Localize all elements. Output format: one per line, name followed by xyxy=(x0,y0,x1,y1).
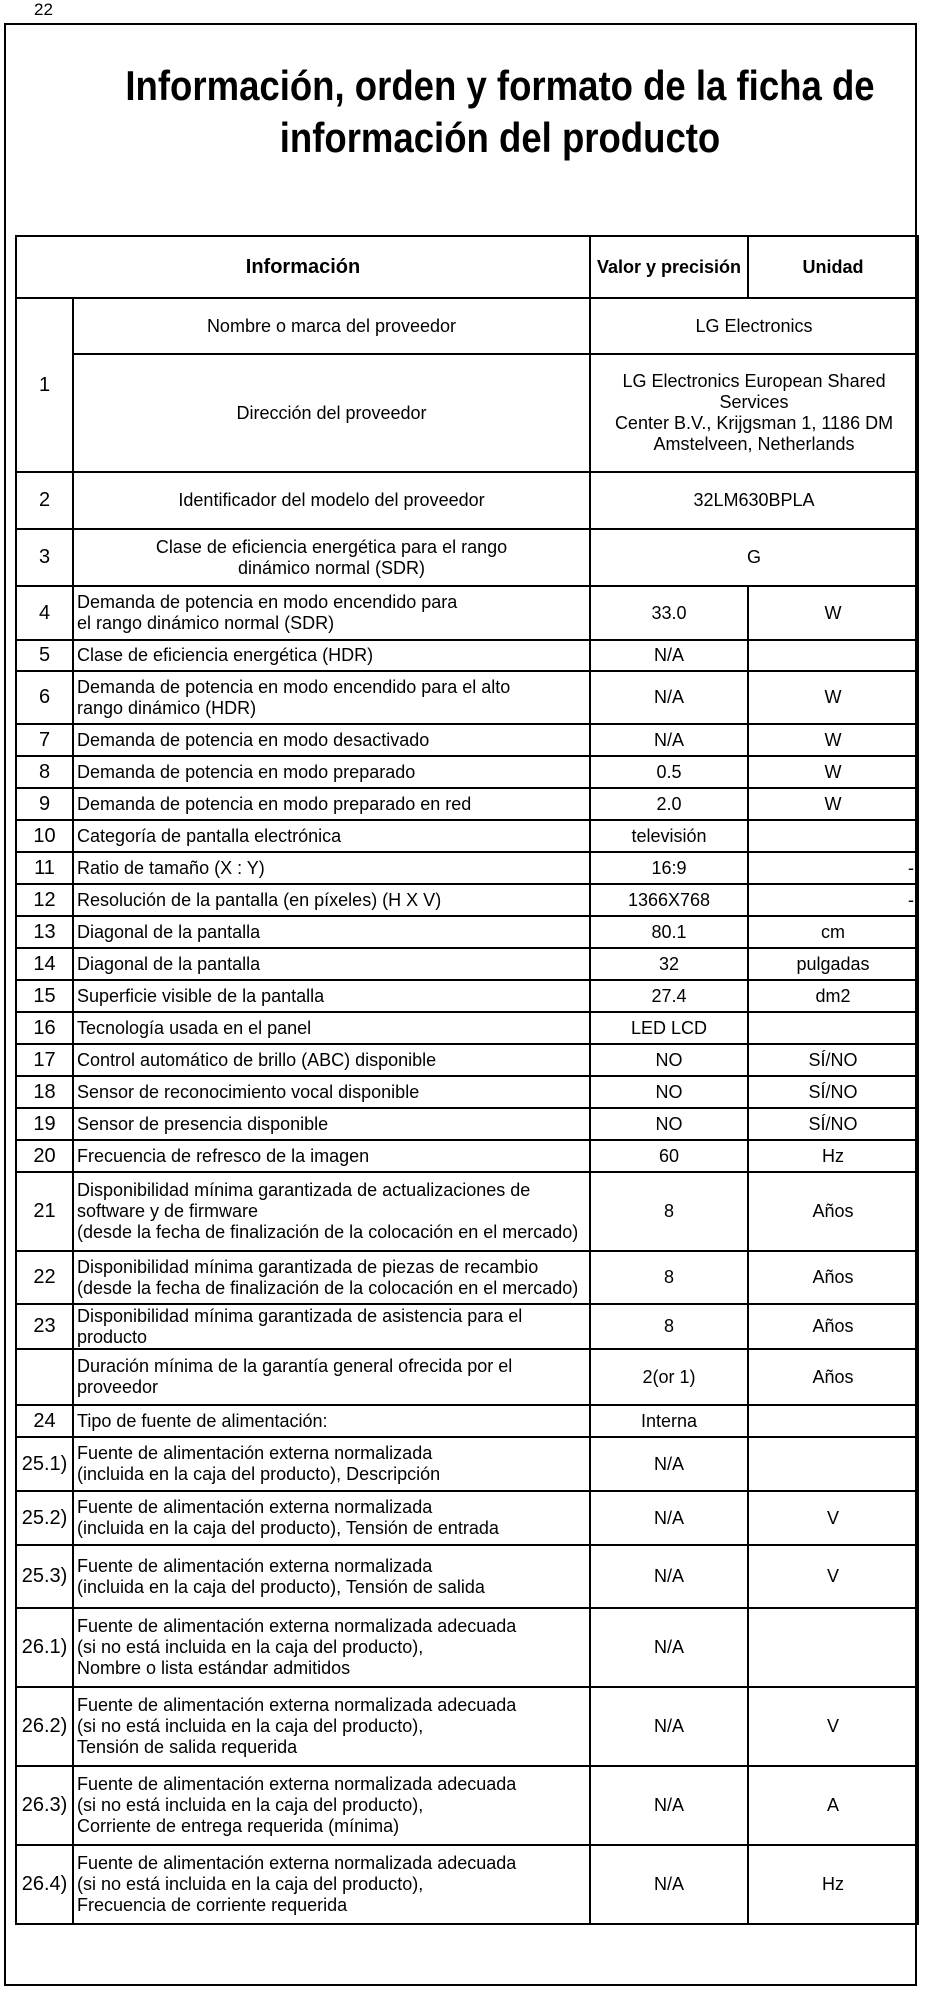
label-line: Fuente de alimentación externa normalizada adecuada xyxy=(77,1774,517,1794)
row-number: 20 xyxy=(16,1140,73,1172)
label-line: (incluida en la caja del producto), Descripción xyxy=(77,1464,441,1484)
row-label: Demanda de potencia en modo desactivado xyxy=(73,724,590,756)
table-row xyxy=(16,820,918,852)
label-line: Fuente de alimentación externa normalizada xyxy=(77,1555,433,1576)
row-label: Control automático de brillo (ABC) disponible xyxy=(73,1044,590,1076)
row-value: N/A xyxy=(590,1687,748,1766)
row-unit: SÍ/NO xyxy=(748,1108,918,1140)
row-unit: W xyxy=(748,671,918,724)
row-label xyxy=(73,1608,590,1687)
table-row xyxy=(16,1687,918,1766)
row-value xyxy=(590,354,918,472)
table-row xyxy=(16,1044,918,1076)
label-line: (si no está incluida en la caja del producto), xyxy=(77,1637,424,1657)
label-line: (incluida en la caja del producto), Tensión de entrada xyxy=(77,1518,499,1538)
row-unit: dm2 xyxy=(748,980,918,1012)
row-value: N/A xyxy=(590,640,748,671)
row-number: 2 xyxy=(16,472,73,529)
row-value: N/A xyxy=(590,724,748,756)
row-value: NO xyxy=(590,1076,748,1108)
label-line: (desde la fecha de finalización de la colocación en el mercado) xyxy=(77,1222,579,1242)
row-value: televisión xyxy=(590,820,748,852)
row-value: 16:9 xyxy=(590,852,748,884)
row-label: Sensor de reconocimiento vocal disponible xyxy=(73,1076,590,1108)
row-number: 7 xyxy=(16,724,73,756)
row-value: 1366X768 xyxy=(590,884,748,916)
row-label: Nombre o marca del proveedor xyxy=(73,298,590,354)
row-value: NO xyxy=(590,1044,748,1076)
row-number: 23 xyxy=(16,1304,73,1349)
row-value: 33.0 xyxy=(590,586,748,640)
row-number: 8 xyxy=(16,756,73,788)
row-number: 15 xyxy=(16,980,73,1012)
row-label: Sensor de presencia disponible xyxy=(73,1108,590,1140)
row-unit: A xyxy=(748,1766,918,1845)
table-row xyxy=(16,788,918,820)
table-row xyxy=(16,724,918,756)
product-info-table xyxy=(15,235,919,1925)
row-number: 13 xyxy=(16,916,73,948)
row-unit: W xyxy=(748,724,918,756)
label-line: Demanda de potencia en modo encendido para el alto xyxy=(77,676,511,697)
row-unit: Hz xyxy=(748,1845,918,1924)
row-value: NO xyxy=(590,1108,748,1140)
row-unit: V xyxy=(748,1491,918,1545)
row-unit xyxy=(748,820,918,852)
value-line: Amstelveen, Netherlands xyxy=(653,434,855,454)
label-line: software y de firmware xyxy=(77,1201,259,1221)
row-number: 26.2) xyxy=(16,1687,73,1766)
row-label xyxy=(73,1766,590,1845)
table-row xyxy=(16,1545,918,1608)
row-value: LED LCD xyxy=(590,1012,748,1044)
table-row xyxy=(16,1349,918,1405)
label-line: Fuente de alimentación externa normalizada xyxy=(77,1497,433,1517)
label-line: Fuente de alimentación externa normalizada adecuada xyxy=(77,1853,517,1873)
row-label xyxy=(73,1491,590,1545)
row-number: 17 xyxy=(16,1044,73,1076)
table-row xyxy=(16,586,918,640)
row-value: 60 xyxy=(590,1140,748,1172)
label-line: dinámico normal (SDR) xyxy=(237,557,426,578)
row-label: Identificador del modelo del proveedor xyxy=(73,472,590,529)
row-value: 80.1 xyxy=(590,916,748,948)
row-number: 22 xyxy=(16,1251,73,1304)
row-unit xyxy=(748,1405,918,1437)
row-unit: - xyxy=(748,884,918,916)
row-value: 2(or 1) xyxy=(590,1349,748,1405)
table-row xyxy=(16,1405,918,1437)
row-number: 25.1) xyxy=(16,1437,73,1491)
table-row xyxy=(16,1251,918,1304)
row-label: Diagonal de la pantalla xyxy=(73,916,590,948)
row-number: 9 xyxy=(16,788,73,820)
row-number: 21 xyxy=(16,1172,73,1251)
table-row xyxy=(16,1140,918,1172)
table-row xyxy=(16,472,918,529)
header-info: Información xyxy=(16,236,590,298)
row-label xyxy=(73,529,590,586)
row-label: Frecuencia de refresco de la imagen xyxy=(73,1140,590,1172)
row-number xyxy=(16,1349,73,1405)
label-line: (si no está incluida en la caja del producto), xyxy=(77,1874,424,1894)
row-unit: V xyxy=(748,1545,918,1608)
row-value: 8 xyxy=(590,1304,748,1349)
row-label: Superficie visible de la pantalla xyxy=(73,980,590,1012)
row-value: N/A xyxy=(590,671,748,724)
table-row xyxy=(16,884,918,916)
label-line: Fuente de alimentación externa normalizada xyxy=(77,1443,433,1463)
row-number: 12 xyxy=(16,884,73,916)
row-value: 8 xyxy=(590,1172,748,1251)
row-unit: Años xyxy=(748,1304,918,1349)
label-line: (si no está incluida en la caja del producto), xyxy=(77,1795,424,1815)
row-unit: SÍ/NO xyxy=(748,1044,918,1076)
table-header-row xyxy=(16,236,918,298)
table-row xyxy=(16,1172,918,1251)
row-number: 11 xyxy=(16,852,73,884)
row-number: 4 xyxy=(16,586,73,640)
row-label xyxy=(73,1845,590,1924)
row-number: 5 xyxy=(16,640,73,671)
row-unit: pulgadas xyxy=(748,948,918,980)
row-value: 32 xyxy=(590,948,748,980)
row-value: LG Electronics xyxy=(590,298,918,354)
table-row xyxy=(16,1437,918,1491)
label-line: Frecuencia de corriente requerida xyxy=(77,1895,348,1915)
label-line: (si no está incluida en la caja del producto), xyxy=(77,1716,424,1736)
row-label xyxy=(73,1545,590,1608)
row-number: 25.2) xyxy=(16,1491,73,1545)
row-label: Demanda de potencia en modo preparado en red xyxy=(73,788,590,820)
row-value: N/A xyxy=(590,1437,748,1491)
row-label xyxy=(73,1251,590,1304)
label-line: Clase de eficiencia energética para el rango xyxy=(155,536,508,557)
label-line: Disponibilidad mínima garantizada de actualizaciones de xyxy=(77,1180,531,1200)
row-value: 27.4 xyxy=(590,980,748,1012)
row-number: 26.3) xyxy=(16,1766,73,1845)
row-unit: V xyxy=(748,1687,918,1766)
row-unit xyxy=(748,1012,918,1044)
header-unit: Unidad xyxy=(748,236,918,298)
table-row xyxy=(16,529,918,586)
label-line: Fuente de alimentación externa normalizada adecuada xyxy=(77,1616,517,1636)
row-number: 26.1) xyxy=(16,1608,73,1687)
label-line: (desde la fecha de finalización de la colocación en el mercado) xyxy=(77,1277,579,1298)
table-row xyxy=(16,852,918,884)
table-row xyxy=(16,980,918,1012)
label-line: rango dinámico (HDR) xyxy=(77,697,257,718)
table-row xyxy=(16,948,918,980)
table-row xyxy=(16,1608,918,1687)
row-unit: Años xyxy=(748,1251,918,1304)
row-value: 0.5 xyxy=(590,756,748,788)
label-line: Fuente de alimentación externa normalizada adecuada xyxy=(77,1695,517,1715)
row-value: Interna xyxy=(590,1405,748,1437)
row-value: N/A xyxy=(590,1491,748,1545)
row-number: 14 xyxy=(16,948,73,980)
row-number: 1 xyxy=(16,298,73,472)
row-label: Ratio de tamaño (X : Y) xyxy=(73,852,590,884)
row-unit xyxy=(748,1608,918,1687)
table-row xyxy=(16,298,918,354)
row-label: Resolución de la pantalla (en píxeles) (H X V) xyxy=(73,884,590,916)
row-label: Disponibilidad mínima garantizada de asistencia para el producto xyxy=(73,1304,590,1349)
row-value: N/A xyxy=(590,1845,748,1924)
page-number: 22 xyxy=(34,0,53,19)
table-row xyxy=(16,671,918,724)
row-unit: W xyxy=(748,586,918,640)
value-line: LG Electronics European Shared Services xyxy=(622,371,886,412)
row-label: Tipo de fuente de alimentación: xyxy=(73,1405,590,1437)
title-line-2: información del producto xyxy=(279,114,721,161)
row-number: 26.4) xyxy=(16,1845,73,1924)
row-number: 24 xyxy=(16,1405,73,1437)
row-number: 3 xyxy=(16,529,73,586)
row-label xyxy=(73,1687,590,1766)
label-line: Disponibilidad mínima garantizada de piezas de recambio xyxy=(77,1256,539,1277)
table-row xyxy=(16,1108,918,1140)
row-unit: - xyxy=(748,852,918,884)
row-label: Demanda de potencia en modo preparado xyxy=(73,756,590,788)
table-row xyxy=(16,1766,918,1845)
title-line-1: Información, orden y formato de la ficha de xyxy=(125,62,875,109)
row-value: N/A xyxy=(590,1545,748,1608)
row-label: Diagonal de la pantalla xyxy=(73,948,590,980)
page-title xyxy=(117,60,883,164)
row-value: 8 xyxy=(590,1251,748,1304)
row-value: 2.0 xyxy=(590,788,748,820)
row-label: Dirección del proveedor xyxy=(73,354,590,472)
row-label xyxy=(73,1437,590,1491)
label-line: Nombre o lista estándar admitidos xyxy=(77,1658,351,1678)
row-label xyxy=(73,1172,590,1251)
value-line: Center B.V., Krijgsman 1, 1186 DM xyxy=(614,413,894,433)
row-label xyxy=(73,671,590,724)
row-label: Duración mínima de la garantía general ofrecida por el proveedor xyxy=(73,1349,590,1405)
row-number: 16 xyxy=(16,1012,73,1044)
row-unit: SÍ/NO xyxy=(748,1076,918,1108)
table-row xyxy=(16,1304,918,1349)
table-row xyxy=(16,1845,918,1924)
row-number: 18 xyxy=(16,1076,73,1108)
row-unit: W xyxy=(748,788,918,820)
row-unit xyxy=(748,1437,918,1491)
table-row xyxy=(16,640,918,671)
label-line: (incluida en la caja del producto), Tensión de salida xyxy=(77,1576,485,1597)
row-label: Clase de eficiencia energética (HDR) xyxy=(73,640,590,671)
row-label: Tecnología usada en el panel xyxy=(73,1012,590,1044)
row-unit: W xyxy=(748,756,918,788)
label-line: el rango dinámico normal (SDR) xyxy=(77,613,335,633)
row-label xyxy=(73,586,590,640)
row-number: 10 xyxy=(16,820,73,852)
row-number: 25.3) xyxy=(16,1545,73,1608)
table-row xyxy=(16,1012,918,1044)
table-row xyxy=(16,354,918,472)
label-line: Demanda de potencia en modo encendido para xyxy=(77,592,458,612)
row-number: 19 xyxy=(16,1108,73,1140)
table-row xyxy=(16,916,918,948)
label-line: Corriente de entrega requerida (mínima) xyxy=(77,1816,400,1836)
row-unit xyxy=(748,640,918,671)
table-row xyxy=(16,1076,918,1108)
row-unit: Años xyxy=(748,1172,918,1251)
row-unit: Hz xyxy=(748,1140,918,1172)
row-value: N/A xyxy=(590,1766,748,1845)
row-number: 6 xyxy=(16,671,73,724)
row-unit: Años xyxy=(748,1349,918,1405)
row-value: N/A xyxy=(590,1608,748,1687)
table-row xyxy=(16,1491,918,1545)
header-value: Valor y precisión xyxy=(590,236,748,298)
row-value: G xyxy=(590,529,918,586)
row-value: 32LM630BPLA xyxy=(590,472,918,529)
row-unit: cm xyxy=(748,916,918,948)
label-line: Tensión de salida requerida xyxy=(77,1737,298,1757)
table-row xyxy=(16,756,918,788)
row-label: Categoría de pantalla electrónica xyxy=(73,820,590,852)
